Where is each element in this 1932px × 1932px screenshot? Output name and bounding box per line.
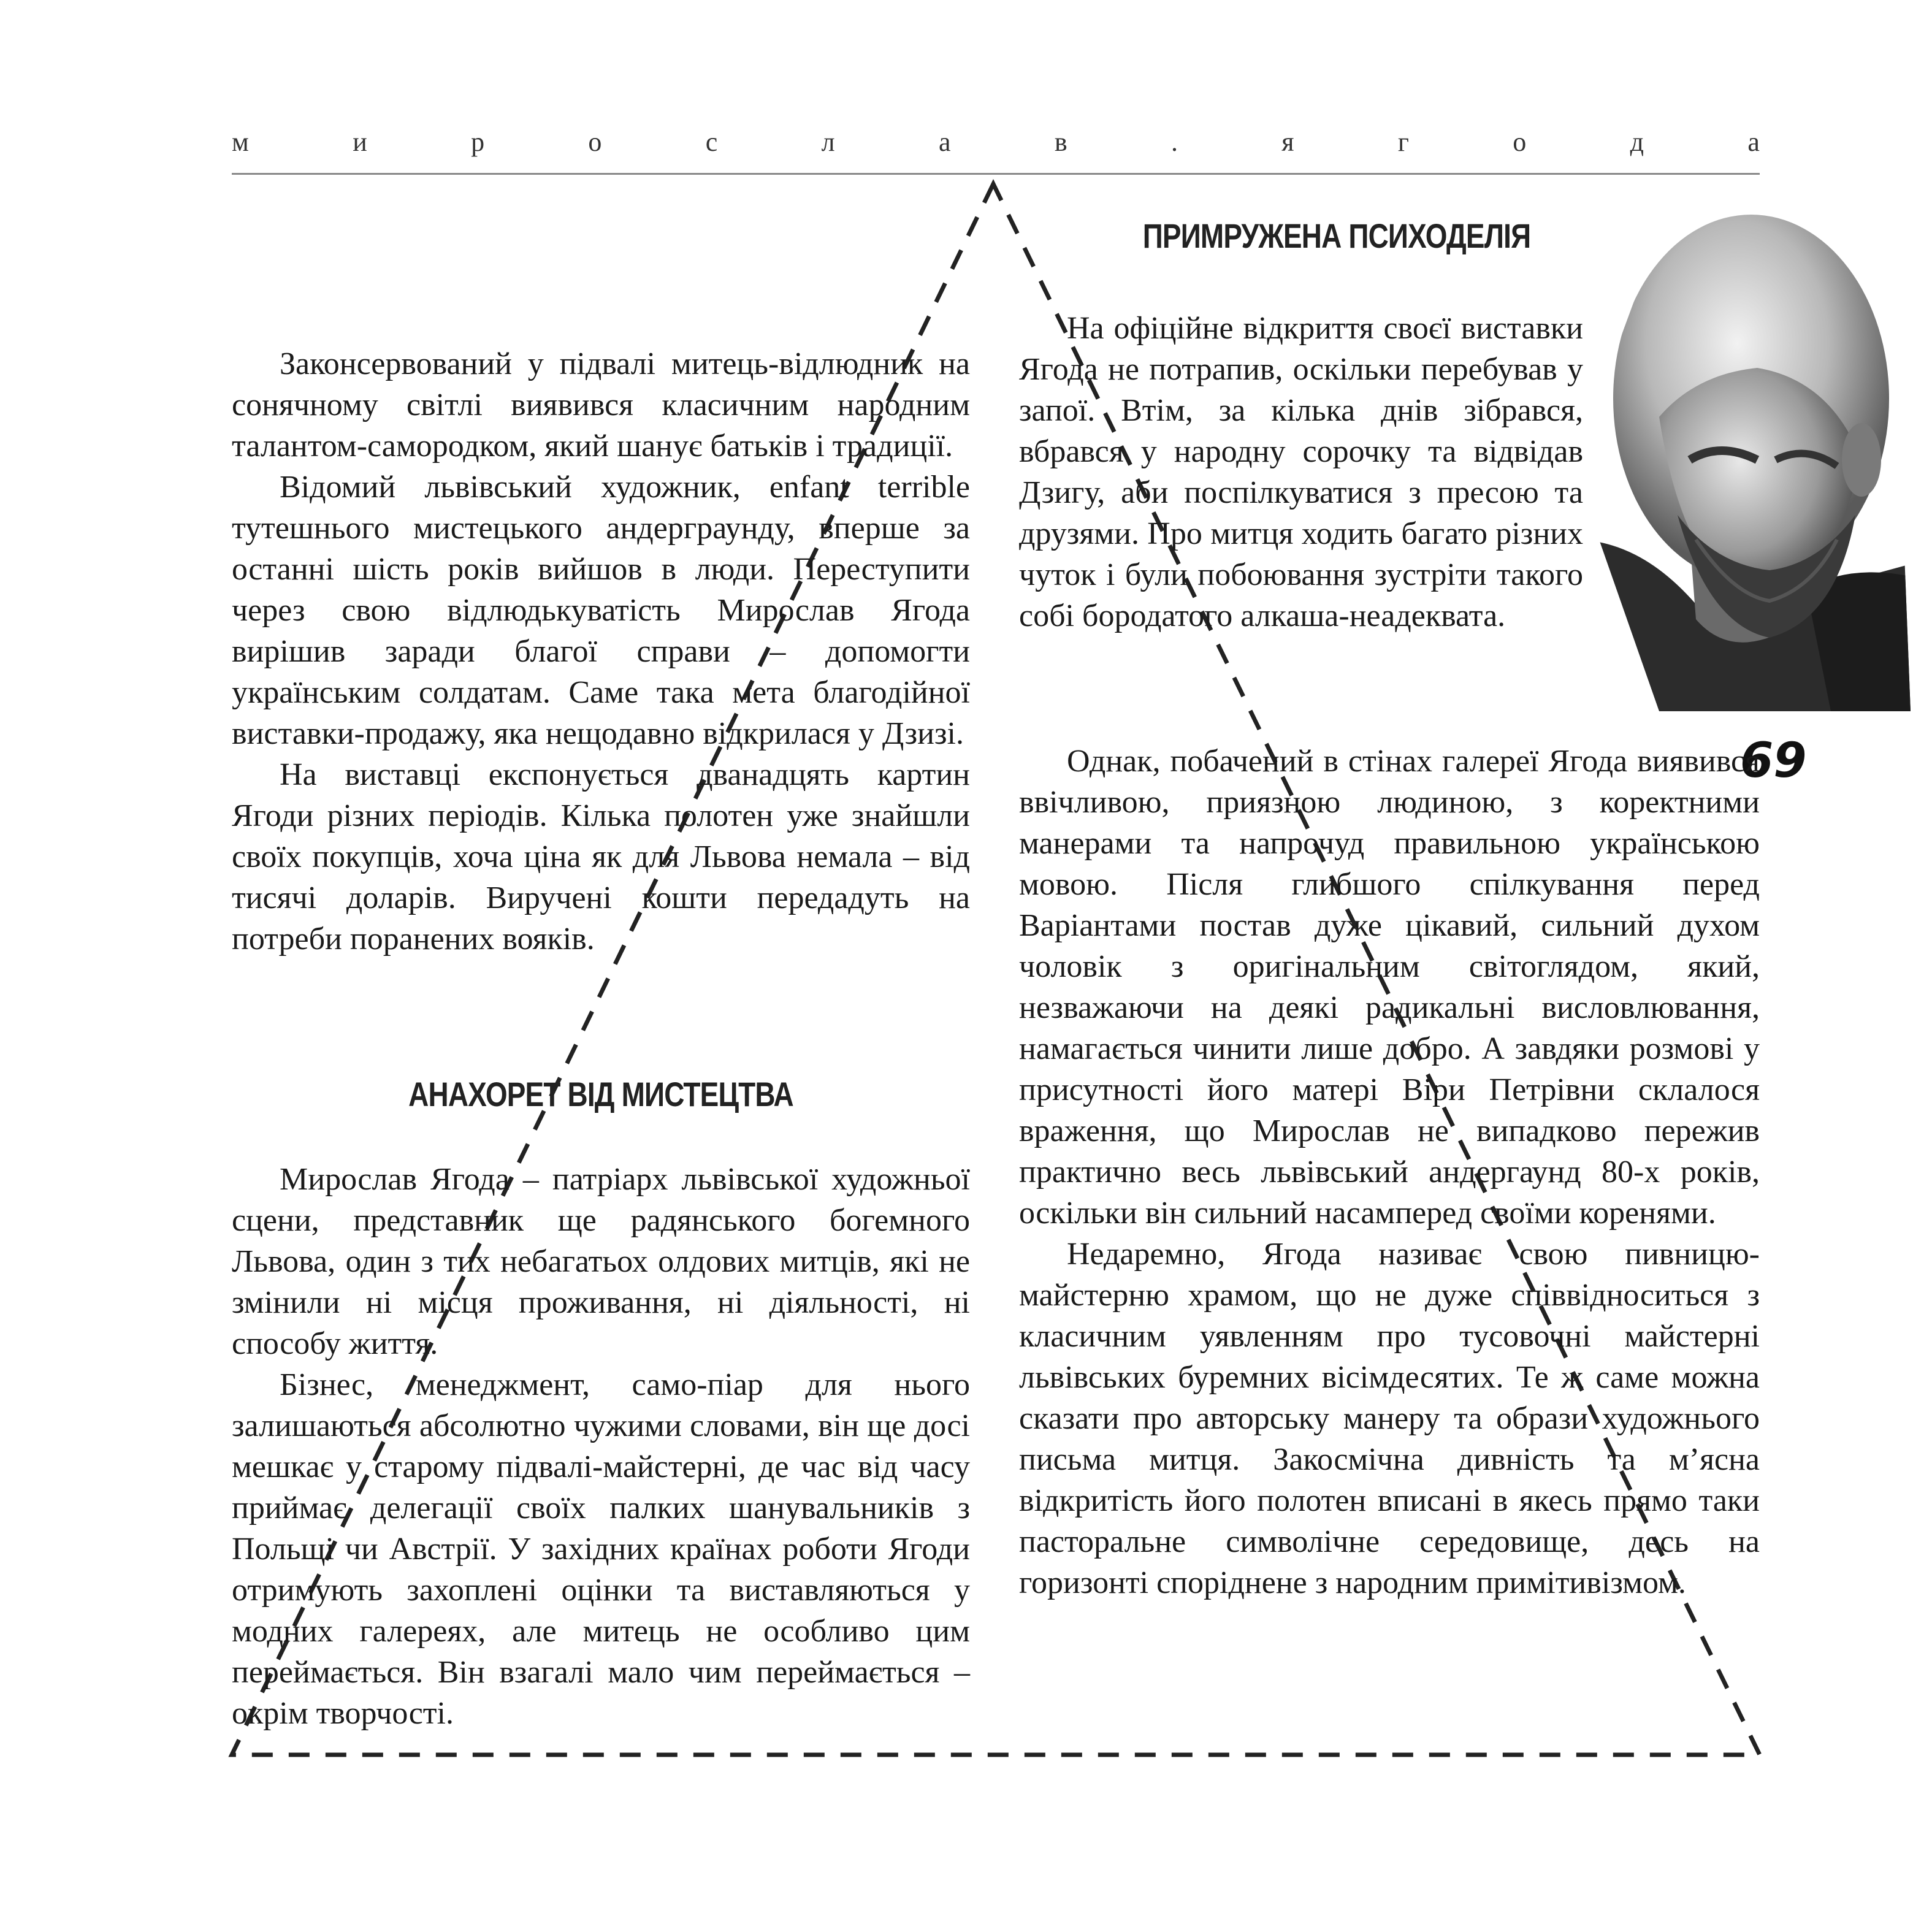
running-head-letter: а (1747, 127, 1760, 157)
running-head-letter: . (1170, 127, 1178, 157)
portrait-photo (1573, 196, 1911, 711)
paragraph: Бізнес, менеджмент, само-піар для нього залишаються абсолютно чужими словами, він ще досі мешкає у старому підвалі-майстерні, де час від часу приймає делегації своїх палких шанувальників з Польщі чи Австрії. У західних країнах роботи Ягоди отримують захоплені оцінки та виставляються у модних галереях, але митець не особливо цим переймається. Він взагалі мало чим переймається – окрім творчості. (232, 1367, 970, 1731)
running-head-letter: в (1054, 127, 1067, 157)
running-head-letter: д (1630, 127, 1644, 157)
left-column-main (232, 1159, 970, 1734)
paragraph: Відомий львівський художник, enfant terrible тутешнього мистецького андерграунду, вперше за останні шість років вийшов в люди. Переступити через свою відлюдькуватість Мирослав Ягода вирішив заради благої справи – допомогти українським солдатам. Саме така мета благодійної виставки-продажу, яка нещодавно відкрилася у Дзизі. (232, 470, 970, 751)
running-head-letter: р (471, 127, 485, 157)
right-column-bottom (1019, 741, 1760, 1603)
paragraph: Недаремно, Ягода називає свою пивницю-майстерню храмом, що не дуже співвідноситься з класичним уявленням про тусовочні майстерні львівських буремних вісімдесятих. Те ж саме можна сказати про авторську манеру та образи художнього письма митця. Закосмічна дивність та м’ясна відкритість його полотен вписані в якесь прямо таки пасторальне символічне середовище, десь на горизонті споріднене з народним примітивізмом. (1019, 1237, 1760, 1600)
paragraph: На виставці експонується дванадцять картин Ягоди різних періодів. Кілька полотен уже знайшли своїх покупців, хоча ціна як для Львова немала – від тисячі доларів. Виручені кошти передадуть на потреби поранених вояків. (232, 757, 970, 956)
running-head-letter: л (821, 127, 835, 157)
running-head-letter: с (705, 127, 718, 157)
running-head-letter: а (938, 127, 951, 157)
paragraph: На офіційне відкриття своєї виставки Ягода не потрапив, оскільки перебував у запої. Втім, за кілька днів зібрався, вбрався у народну сорочку та відвідав Дзигу, аби поспілкуватися з пресою та друзями. Про митця ходить багато різних чуток і були побоювання зустріти такого собі бородатого алкаша-неадеквата. (1019, 311, 1583, 633)
running-head-letter: о (588, 127, 602, 157)
paragraph: Однак, побачений в стінах галереї Ягода виявився ввічливою, приязною людиною, з коректними манерами та напрочуд правильною українською мовою. Після глибшого спілкування перед Варіантами постав дуже цікавий, сильний духом чоловік з оригінальним світоглядом, який, незважаючи на деякі радикальні висловлювання, намагається чинити лише добро. А завдяки розмові у присутності його матері Віри Петрівни склалося враження, що Мирослав не випадково пережив практично весь львівський андергаунд 80-х років, оскільки він сильний насамперед своїми коренями. (1019, 744, 1760, 1231)
running-head-letter: о (1513, 127, 1527, 157)
running-head (232, 126, 1760, 158)
running-head-letter: м (232, 127, 249, 157)
left-column-intro (232, 343, 970, 960)
running-head-letter: г (1397, 127, 1409, 157)
right-column-top (1019, 308, 1583, 636)
running-head-letter: я (1281, 127, 1294, 157)
page-number: 69 (1740, 733, 1807, 788)
paragraph: Мирослав Ягода – патріарх львівської художньої сцени, представник ще радянського богемного Львова, один з тих небагатьох олдових митців, які не змінили ні місця проживання, ні діяльності, ні способу життя. (232, 1162, 970, 1361)
section-heading-left: АНАХОРЕТ ВІД МИСТЕЦТВА (408, 1075, 793, 1113)
paragraph: Законсервований у підвалі митець-відлюдник на сонячному світлі виявився класичним народним талантом-самородком, який шанує батьків і традиції. (232, 346, 970, 464)
section-heading-right: ПРИМРУЖЕНА ПСИХОДЕЛІЯ (1142, 216, 1531, 255)
running-head-letter: и (353, 127, 367, 157)
header-rule (232, 173, 1760, 175)
